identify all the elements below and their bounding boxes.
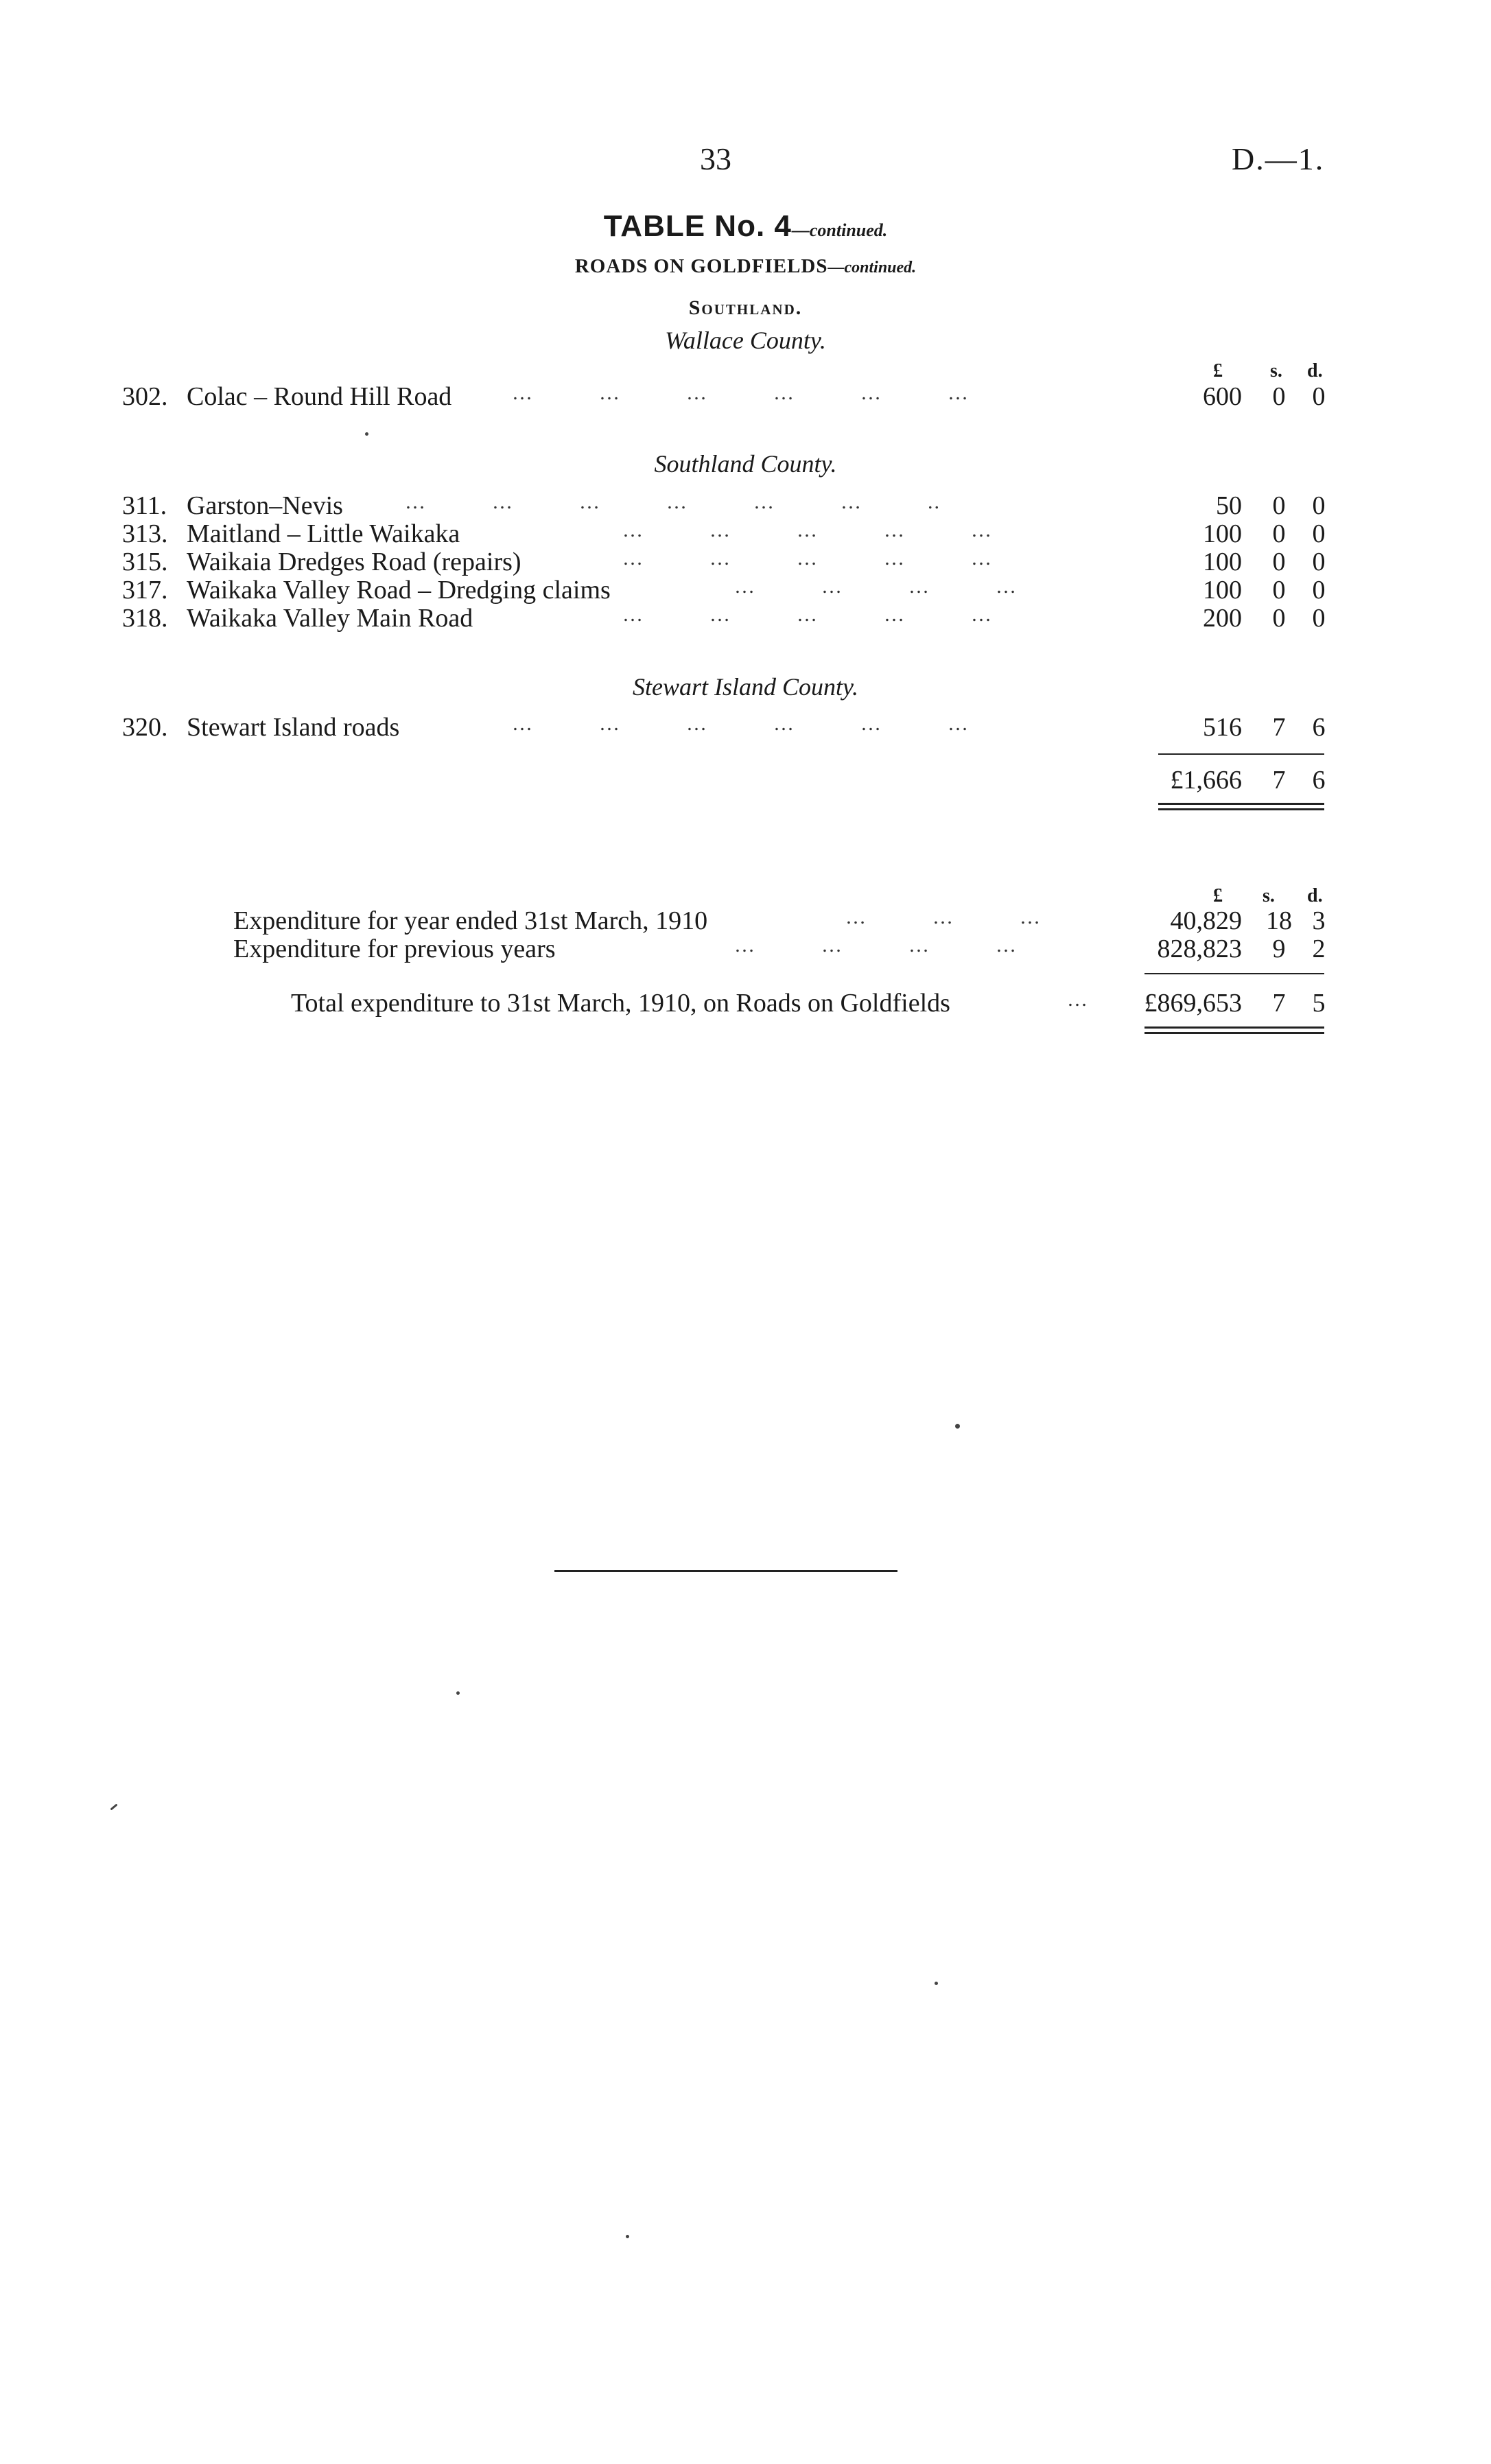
table-row (0, 547, 1491, 577)
table-title-continued: —continued. (791, 220, 888, 240)
amount-pounds: 200 (1203, 604, 1242, 633)
total-shillings: 7 (1272, 766, 1286, 795)
grand-total-pounds: £869,653 (1144, 989, 1242, 1018)
leader-dots: … … … … (734, 575, 1018, 598)
page-number: 33 (700, 141, 731, 176)
leader-dots: … … … (845, 906, 1042, 928)
summary-pence: 3 (1312, 906, 1326, 935)
summary-rule (1144, 973, 1324, 974)
table-row (0, 491, 1491, 521)
amount-pence: 0 (1312, 604, 1326, 633)
table-row (0, 603, 1491, 633)
amount-shillings: 0 (1272, 519, 1286, 548)
row-number: 311. (122, 491, 167, 520)
leader-dots: … … … … … (622, 519, 993, 541)
row-number: 302. (122, 382, 168, 411)
amount-pence: 0 (1312, 576, 1326, 605)
amount-shillings: 0 (1272, 548, 1286, 576)
region-heading: Southland. (688, 296, 803, 319)
amount-pounds: 100 (1203, 576, 1242, 605)
amount-pence: 0 (1312, 548, 1326, 576)
total-rule (1158, 753, 1324, 755)
summary-pounds: 40,829 (1170, 906, 1242, 935)
column-header-shillings: s. (1270, 360, 1282, 382)
summary-header-pounds: £ (1213, 885, 1223, 906)
amount-pence: 6 (1312, 713, 1326, 742)
table-title-text: TABLE No. 4 (603, 209, 792, 243)
row-number: 315. (122, 548, 168, 576)
county-heading-southland: Southland County. (654, 450, 837, 478)
amount-shillings: 7 (1272, 713, 1286, 742)
leader-dots: … … … … … … (512, 712, 970, 735)
summary-label: Expenditure for previous years (233, 935, 556, 963)
scan-speck (955, 1424, 960, 1429)
summary-pounds: 828,823 (1157, 935, 1242, 963)
amount-pence: 0 (1312, 519, 1326, 548)
total-row (0, 765, 1491, 795)
county-heading-stewart-island: Stewart Island County. (632, 673, 858, 701)
total-double-rule (1158, 803, 1324, 805)
table-subtitle-text: ROADS ON GOLDFIELDS (574, 255, 828, 277)
grand-total-label: Total expenditure to 31st March, 1910, on Roads on Goldfields (291, 989, 950, 1018)
section-end-rule (554, 1570, 897, 1572)
table-subtitle (0, 255, 1491, 278)
scan-speck (935, 1982, 938, 1985)
table-row (0, 575, 1491, 605)
summary-label: Expenditure for year ended 31st March, 1910 (233, 906, 708, 935)
amount-shillings: 0 (1272, 382, 1286, 411)
table-row (0, 519, 1491, 549)
summary-shillings: 18 (1266, 906, 1292, 935)
grand-total-shillings: 7 (1272, 989, 1286, 1018)
scan-mark (110, 1803, 117, 1810)
road-name: Waikaia Dredges Road (repairs) (187, 548, 521, 576)
leader-dots: … … … … … … (512, 382, 970, 404)
road-name: Waikaka Valley Main Road (187, 604, 473, 633)
summary-shillings: 9 (1272, 935, 1286, 963)
leader-dots: … … … … … … .. (405, 491, 941, 513)
road-name: Garston–Nevis (187, 491, 343, 520)
summary-header-shillings: s. (1263, 885, 1275, 906)
table-subtitle-continued: —continued. (827, 259, 917, 277)
total-pence: 6 (1312, 766, 1326, 795)
amount-pence: 0 (1312, 491, 1326, 520)
amount-pounds: 50 (1216, 491, 1242, 520)
leader-dots: … … … … … (622, 547, 993, 570)
scan-speck (456, 1691, 460, 1695)
grand-total-double-rule (1144, 1026, 1324, 1029)
road-name: Colac – Round Hill Road (187, 382, 452, 411)
scan-speck (365, 432, 368, 436)
row-number: 313. (122, 519, 168, 548)
row-number: 318. (122, 604, 168, 633)
column-header-pence: d. (1307, 360, 1323, 382)
leader-dots: … (1067, 988, 1089, 1011)
amount-shillings: 0 (1272, 491, 1286, 520)
county-heading-wallace: Wallace County. (665, 327, 826, 354)
table-row (0, 712, 1491, 742)
summary-pence: 2 (1312, 935, 1326, 963)
grand-total-double-rule (1144, 1032, 1324, 1034)
document-reference: D.—1. (1232, 141, 1325, 176)
summary-header-pence: d. (1307, 885, 1323, 906)
amount-shillings: 0 (1272, 576, 1286, 605)
table-title (0, 209, 1491, 244)
column-header-pounds: £ (1213, 360, 1223, 382)
row-number: 317. (122, 576, 168, 605)
amount-pounds: 100 (1203, 519, 1242, 548)
total-pounds: £1,666 (1170, 766, 1242, 795)
scan-speck (626, 2235, 629, 2238)
amount-pounds: 600 (1203, 382, 1242, 411)
road-name: Stewart Island roads (187, 713, 400, 742)
amount-shillings: 0 (1272, 604, 1286, 633)
leader-dots: … … … … … (622, 603, 993, 626)
total-double-rule (1158, 808, 1324, 810)
table-row (0, 382, 1491, 412)
leader-dots: … … … … (734, 934, 1018, 957)
amount-pounds: 516 (1203, 713, 1242, 742)
row-number: 320. (122, 713, 168, 742)
road-name: Waikaka Valley Road – Dredging claims (187, 576, 611, 605)
road-name: Maitland – Little Waikaka (187, 519, 460, 548)
amount-pence: 0 (1312, 382, 1326, 411)
amount-pounds: 100 (1203, 548, 1242, 576)
grand-total-pence: 5 (1312, 989, 1326, 1018)
